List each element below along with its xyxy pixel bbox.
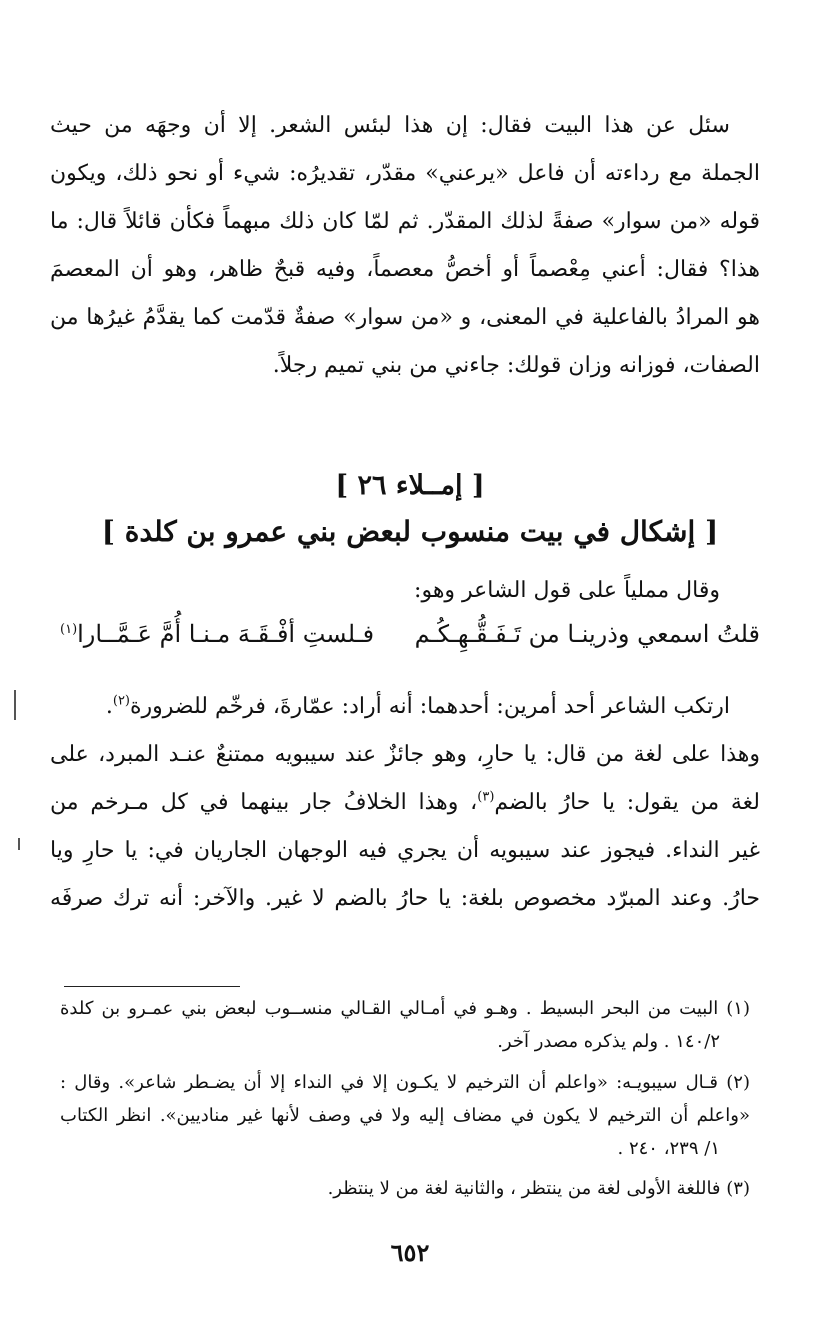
paragraph-line: هذا؟ فقال: أعني مِعْصماً أو أخصُّ معصماً، وفيه قبحٌ ظاهر، وهو أن المعصمَ [50,257,760,282]
paragraph-line: الجملة مع رداءته أن فاعل «يرعني» مقدّر، تقديرُه: شيء أو نحو ذلك، ويكون [50,161,760,186]
margin-mark [14,690,16,720]
footnote-ref: (٣) [477,789,495,805]
footnote-line: «واعلم أن الترخيم لا يكون في مضاف إليه ولا في وصف لأنها غير مناديين». انظر الكتاب [60,1105,750,1126]
footnote-ref: (٢) [112,693,130,709]
line-tail: . [105,694,113,719]
footnote-line: (٣) فاللغة الأولى لغة من ينتظر ، والثانية لغة من لا ينتظر. [327,1178,750,1199]
margin-mark [18,838,20,850]
second-hemistich: فـلستِ أفْـقَـهَ مـنـا أُمَّ عَـمَّــارا [77,620,375,648]
paragraph-line [50,731,760,779]
page-number: ٦٥٢ [390,1238,430,1267]
body-paragraph [50,683,760,923]
paragraph-line [50,779,760,827]
line-text: غير النداء. فيجوز عند سيبويه أن يجري فيه الوجهان الجاريان في: يا حارِ ويا [50,838,760,863]
footnote-line: ١٤٠/٢ . ولم يذكره مصدر آخر. [497,1031,720,1052]
paragraph-line: الصفات، فوزانه وزان قولك: جاءني من بني تميم رجلاً. [272,353,760,378]
paragraph-line [50,683,760,731]
paragraph-line: سئل عن هذا البيت فقال: إن هذا لبئس الشعر. إلا أن وجهَه من حيث [50,113,730,138]
paragraph-line: قوله «من سوار» صفةً لذلك المقدّر. ثم لمّا كان ذلك مبهماً فكأن قائلاً قال: ما [50,209,760,234]
footnote-2 [60,1066,750,1165]
line-text: لغة من يقول: يا حارُ بالضم [494,790,761,815]
line-text: وهذا على لغة من قال: يا حارِ، وهو جائزٌ عند سيبويه ممتنعٌ عنـد المبرد، على [50,742,760,767]
top-paragraph [50,102,760,390]
footnote-line: (١) البيت من البحر البسيط . وهـو في أمـالي القـالي منســوب لبعض بني عمـرو بن كلدة [60,998,750,1019]
footnote-3 [60,1172,750,1205]
footnote-line: (٢) قـال سيبويـه: «واعلم أن الترخيم لا يكـون إلا في النداء إلا أن يضـطر شاعر». وقال : [60,1072,750,1093]
second-hemistich-wrap [60,620,374,648]
line-text: حارُ. وعند المبرّد مخصوص بلغة: يا حارُ بالضم لا غير. والآخر: أنه ترك صرفَه [50,886,760,911]
footnote-line: ١/ ٢٣٩، ٢٤٠ . [617,1138,720,1159]
paragraph-line [50,875,760,923]
dictation-heading: [ إمــلاء ٢٦ ] [335,470,485,501]
paragraph-line [50,827,760,875]
section-title: [ إشكال في بيت منسوب لبعض بني عمرو بن كلدة ] [101,515,719,548]
footnote-1 [60,992,750,1058]
paragraph-line: هو المرادُ بالفاعلية في المعنى، و «من سوار» صفةٌ قدّمت كما يقدَّمُ غيرُها من [50,305,760,330]
poetry-verse [60,620,760,664]
verse-intro: وقال مملياً على قول الشاعر وهو: [414,578,720,603]
footnote-ref: (١) [60,622,78,637]
line-text: ارتكب الشاعر أحد أمرين: أحدهما: أنه أراد: عمّارةَ، فرخّم للضرورة [130,694,730,719]
line-tail: ، وهذا الخلافُ جار بينهما في كل مـرخم من [50,790,478,815]
footnote-divider [64,986,240,987]
first-hemistich: قلتُ اسمعي وذرينـا من تَـفَـقُّـهِـكُـم [414,620,760,648]
